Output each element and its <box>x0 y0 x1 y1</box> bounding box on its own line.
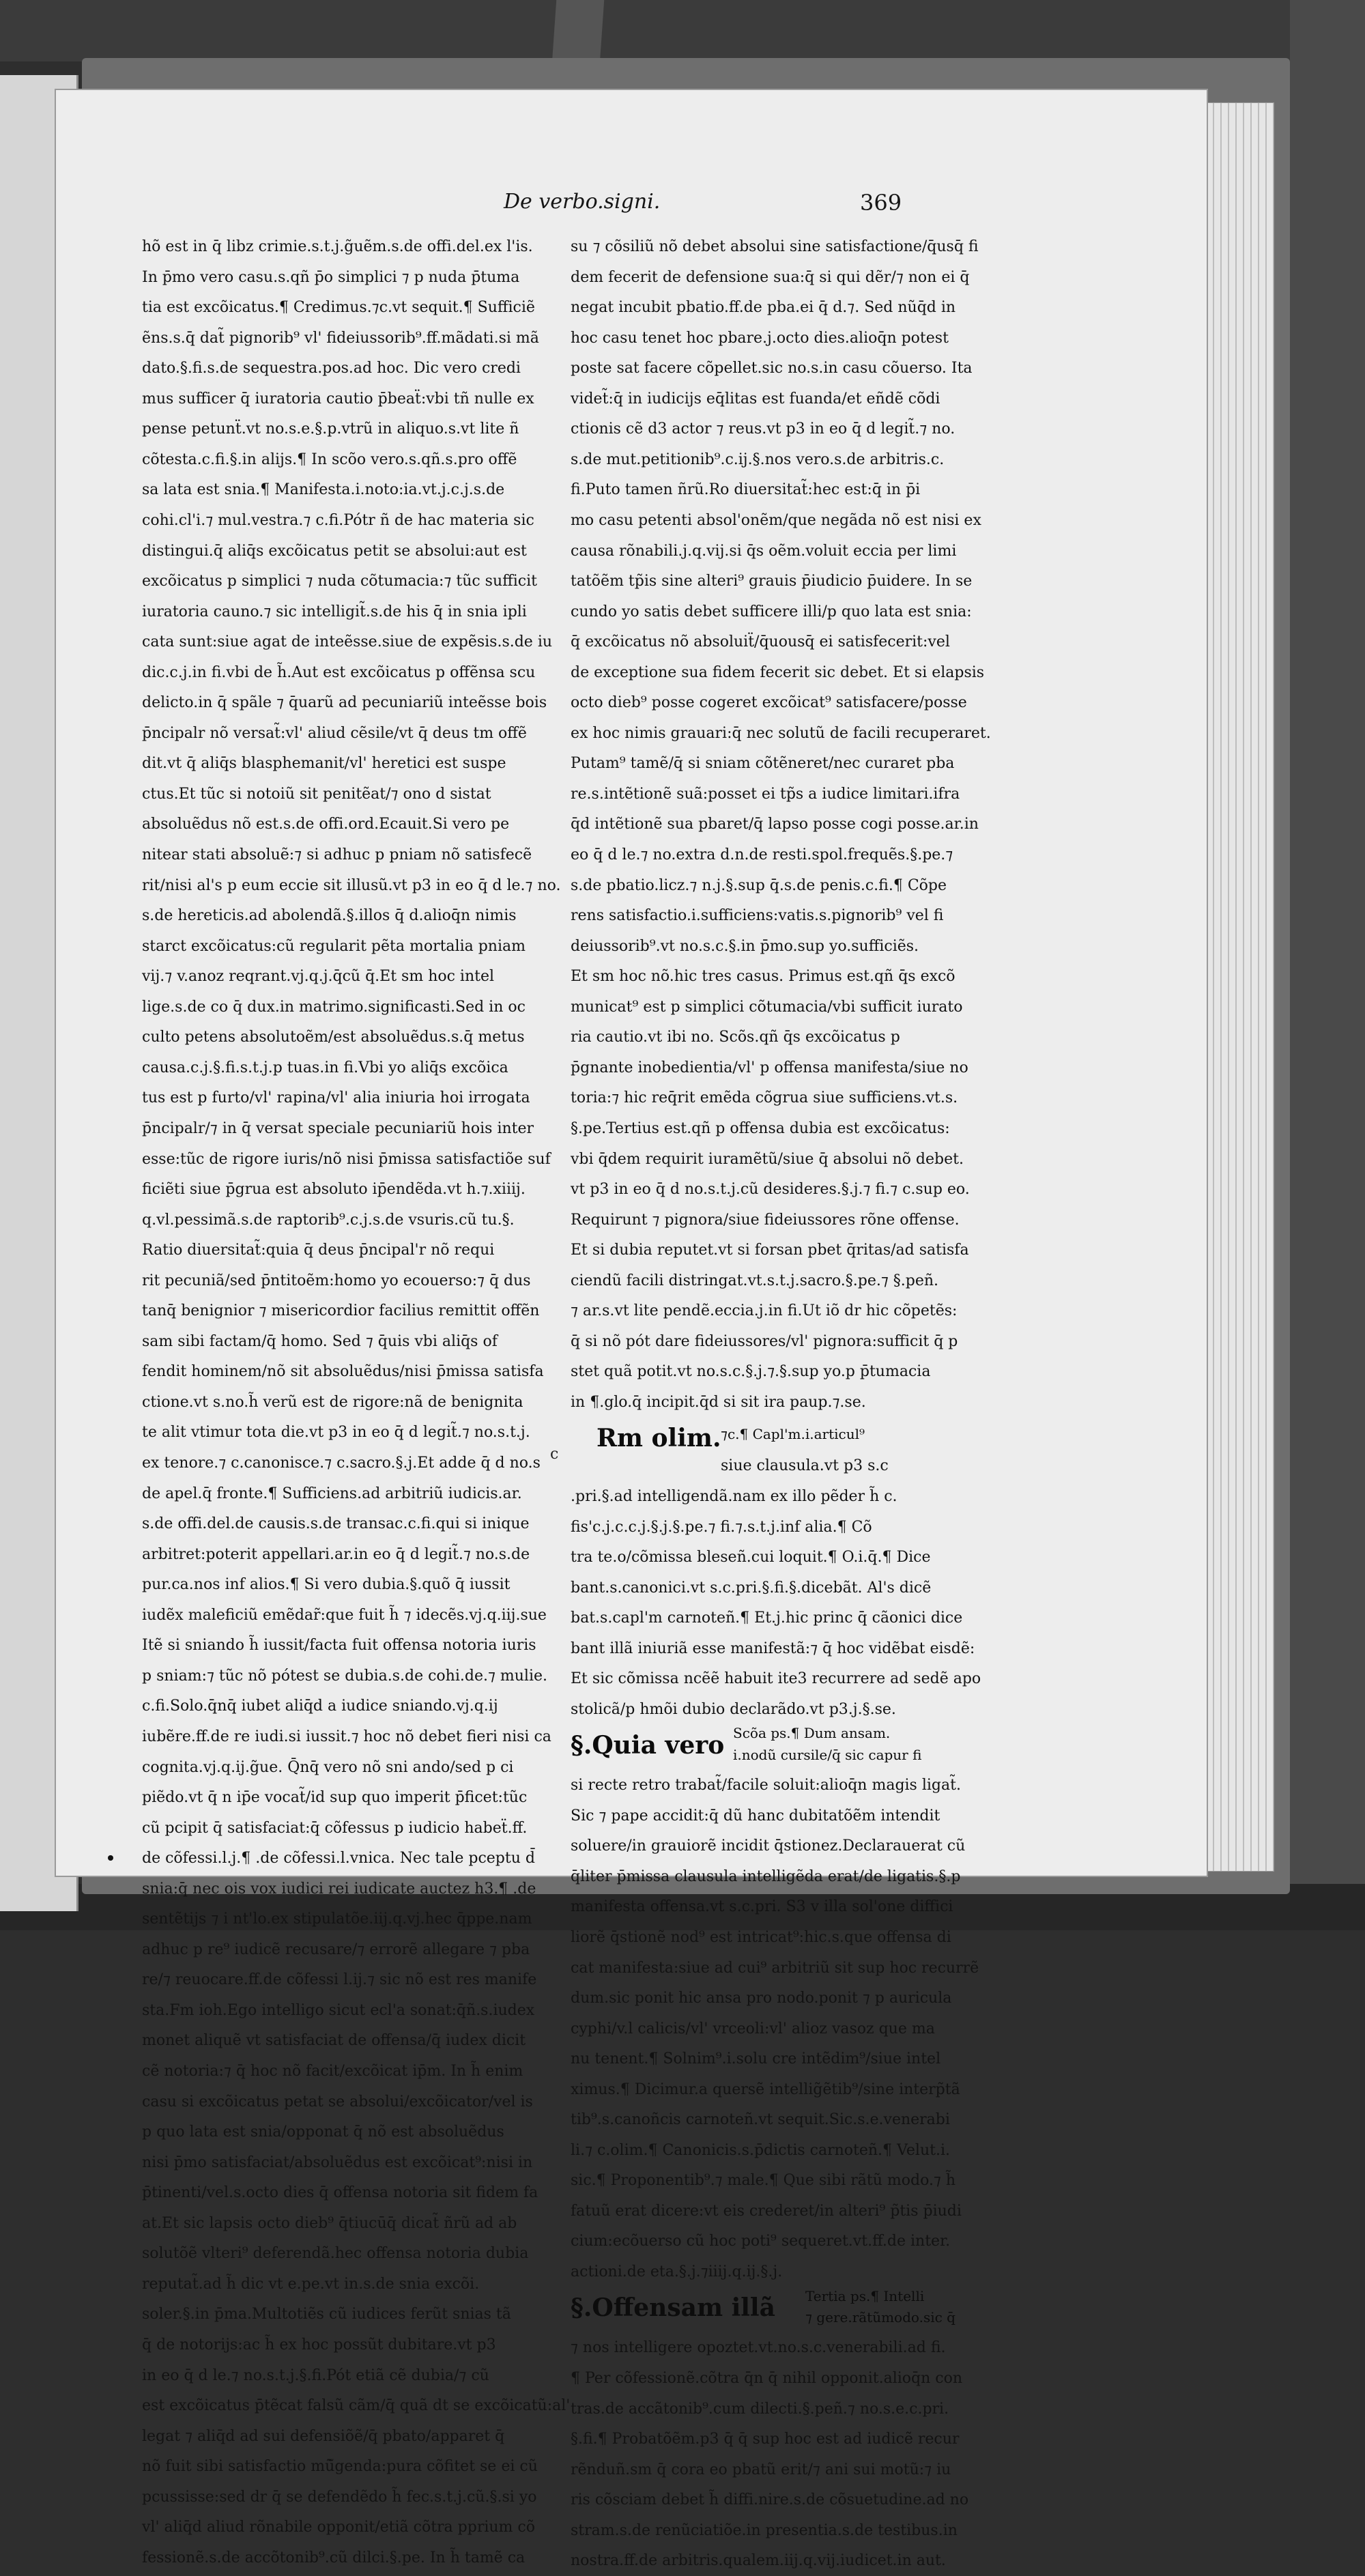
text-line: fi.Puto tamen ñrũ.Ro diuersitat̃:hec est:q̄ in p̄i <box>571 481 921 499</box>
text-line: deiussorib⁹.vt no.s.c.§.in p̄mo.sup yo.sufficiẽs. <box>571 937 919 955</box>
text-line: p̄ncipalr nõ versat̃:vl' aliud cẽsile/vt q̄ deus tm offẽ <box>142 724 527 742</box>
text-line: s.de offi.del.de causis.s.de transac.c.fi.qui si inique <box>142 1515 530 1533</box>
text-line: vij.⁊ v.anoz reqrant.vj.q.j.q̄cũ q̄.Et sm hoc intel <box>142 968 495 986</box>
text-line: bant illã iniuriã esse manifestã:⁊ q̄ hoc vidẽbat eisdẽ: <box>571 1640 975 1657</box>
text-line: casu si excõicatus petat se absolui/excõicator/vel is <box>142 2093 533 2110</box>
text-line: siue clausula.vt p3 s.c <box>721 1457 889 1475</box>
text-line: snia:q̄ nec ois vox iudici rei iudicate auctez h3.¶ .de <box>142 1880 536 1898</box>
rubric-caption: Tertia ps.¶ Intelli <box>805 2287 925 2304</box>
text-line: arbitret:poterit appellari.ar.in eo q̄ d legit̃.⁊ no.s.de <box>142 1545 530 1563</box>
text-line: cõtesta.c.fi.§.in alijs.¶ In scõo vero.s.qñ.s.pro offẽ <box>142 450 517 468</box>
text-line: ciendũ facili distringat.vt.s.t.j.sacro.§.pe.⁊ §.peñ. <box>571 1272 939 1289</box>
text-line: Requirunt ⁊ pignora/siue fideiussores rõne offense. <box>571 1211 960 1229</box>
text-line: su ⁊ cõsiliũ nõ debet absolui sine satisfactione/q̄usq̄ fi <box>571 238 979 255</box>
text-line: rit/nisi al's p eum eccie sit illusũ.vt p3 in eo q̄ d le.⁊ no. <box>142 876 561 894</box>
ink-spot <box>108 1855 113 1861</box>
background-top <box>0 0 1365 61</box>
text-line: pense petunẗ.vt no.s.e.§.p.vtrũ in aliquo.s.vt lite ñ <box>142 420 519 438</box>
text-line: q̄liter p̄missa clausula intelligẽda erat/de ligatis.§.p <box>571 1867 961 1885</box>
text-line: de apel.q̄ fronte.¶ Sufficiens.ad arbitriũ iudicis.ar. <box>142 1485 522 1502</box>
text-line: esse:tũc de rigore iuris/nõ nisi p̄missa satisfactiõe suf <box>142 1150 551 1168</box>
text-line: fatuũ erat dicere:vt eis crederet/in alteri⁹ p̃tis p̄iudi <box>571 2202 962 2220</box>
text-line: p quo lata est snia/opponat q̄ nõ est absoluẽdus <box>142 2123 504 2141</box>
text-line: fis'c.j.c.c.j.§.j.§.pe.⁊ fi.⁊.s.t.j.inf alia.¶ Cõ <box>571 1518 872 1536</box>
text-line: delicto.in q̄ spãle ⁊ q̄uarũ ad pecuniariũ inteẽsse bois <box>142 694 547 712</box>
text-line: in eo q̄ d le.⁊ no.s.t.j.§.fi.Pót etiã cẽ dubia/⁊ cũ <box>142 2366 489 2384</box>
text-line: bat.s.capl'm carnoteñ.¶ Et.j.hic princ q̄ cãonici dice <box>571 1609 963 1627</box>
right-text-column <box>550 232 991 2570</box>
text-line: Et sic cõmissa ncẽẽ habuit ite3 recurrere ad sedẽ apo <box>571 1670 981 1688</box>
text-line: sa lata est snia.¶ Manifesta.i.noto:ia.vt.j.c.j.s.de <box>142 481 505 499</box>
text-line: tras.de accãtonib⁹.cum dilecti.§.peñ.⁊ no.s.e.c.pri. <box>571 2400 949 2418</box>
text-line: cat manifesta:siue ad cui⁹ arbitriũ sit sup hoc recurrẽ <box>571 1959 979 1977</box>
rubric-caption: Scõa ps.¶ Dum ansam. <box>733 1725 891 1742</box>
text-line: fendit hominem/nõ sit absoluẽdus/nisi p̄missa satisfa <box>142 1363 544 1381</box>
text-line: cyphi/v.l calicis/vl' vrceoli:vl' alioz vasoz que ma <box>571 2020 935 2037</box>
text-line: cium:ecõuerso cũ hoc poti⁹ sequeret.vt.ff.de inter. <box>571 2233 951 2250</box>
text-line: iudẽx maleficiũ emẽdar̃:que fuit h̃ ⁊ idecẽs.vj.q.iij.sue <box>142 1606 547 1624</box>
text-line: piẽdo.vt q̄ n ip̄e vocat̃/id sup quo imperit p̄ficet:tũc <box>142 1789 528 1807</box>
rubric-offensam-illam: §.Offensam illã <box>571 2293 775 2323</box>
text-line: cognita.vj.q.ij.g̃ue. Q̄nq̄ vero nõ sni ando/sed p ci <box>142 1758 514 1776</box>
text-line: hoc casu tenet hoc pbare.j.octo dies.alioq̄n potest <box>571 329 949 347</box>
text-line: nisi p̄mo satisfaciat/absoluẽdus est excõicat⁹:nisi in <box>142 2153 533 2171</box>
left-text-column <box>142 232 571 2566</box>
text-line: cẽ notoria:⁊ q̄ hoc nõ facit/excõicat ip̄m. In h̃ enim <box>142 2063 523 2080</box>
text-line: toria:⁊ hic req̄rit emẽda cõgrua siue sufficiens.vt.s. <box>571 1089 958 1107</box>
text-line: eo q̄ d le.⁊ no.extra d.n.de resti.spol.frequẽs.§.pe.⁊ <box>571 846 953 863</box>
text-line: tus est p furto/vl' rapina/vl' alia iniuria hoi irrogata <box>142 1089 530 1107</box>
text-line: sam sibi factam/q̄ homo. Sed ⁊ q̄uis vbi aliq̄s of <box>142 1332 498 1350</box>
text-line: tanq̄ benignior ⁊ misericordior facilius remittit offẽn <box>142 1302 540 1320</box>
text-line: in ¶.glo.q̄ incipit.q̄d si sit ira paup.⁊.se. <box>571 1393 866 1411</box>
text-line: vt p3 in eo q̄ d no.s.t.j.cũ desideres.§.j.⁊ fi.⁊ c.sup eo. <box>571 1181 970 1199</box>
text-line: sta.Fm ioh.Ego intelligo sicut ecl'a sonat:q̄ñ.s.iudex <box>142 2001 535 2019</box>
text-line: tia est excõicatus.¶ Credimus.⁊c.vt sequit.¶ Sufficiẽ <box>142 299 535 317</box>
text-line: actioni.de eta.§.j.⁊iiij.q.ij.§.j. <box>571 2263 783 2281</box>
text-line: q̄ si nõ pót dare fideiussores/vl' pignora:sufficit q̄ p <box>571 1332 958 1350</box>
text-line: stolicã/p hmõi dubio declarãdo.vt p3.j.§.se. <box>571 1700 896 1718</box>
rubric-caption: ⁊c.¶ Capl'm.i.articul⁹ <box>721 1425 865 1442</box>
text-line: tra te.o/cõmissa bleseñ.cui loquit.¶ O.i.q̄.¶ Dice <box>571 1549 931 1566</box>
text-line: at.Et sic lapsis octo dieb⁹ q̄tiucūq̄ dicat̃ ñrũ ad ab <box>142 2214 517 2232</box>
rubric-1-lines <box>571 232 991 1718</box>
text-line: q̄ excõicatus nõ absoluiẗ/q̄uousq̄ ei satisfecerit:vel <box>571 633 950 651</box>
text-line: ¶ Per cõfessionẽ.cõtra q̄n q̄ nihil opponit.alioq̄n con <box>571 2369 963 2387</box>
text-line: p̄gnante inobedientia/vl' p offensa manifesta/siue no <box>571 1059 968 1076</box>
text-line: lige.s.de co q̄ dux.in matrimo.significasti.Sed in oc <box>142 998 526 1016</box>
text-line: solutõẽ vlteri⁹ deferendã.hec offensa notoria dubia <box>142 2245 529 2263</box>
text-line: ris cõsciam debet h̃ diffi.nire.s.de cõsuetudine.ad no <box>571 2491 969 2509</box>
text-line: ⁊ nos intelligere opoztet.vt.no.s.c.venerabili.ad fi. <box>571 2339 946 2357</box>
text-line: vl' aliq̄d aliud rõnabile opponit/etiã cõtra pprium cõ <box>142 2519 535 2536</box>
text-line: li.⁊ c.olim.¶ Canonicis.s.p̄dictis carnoteñ.¶ Velut.i. <box>571 2141 950 2159</box>
marginal-letter: c <box>550 1445 559 1463</box>
text-line: re.s.intẽtionẽ suã:posset ei tp̃s a iudice limitari.ifra <box>571 785 960 803</box>
text-line: excõicatus p simplici ⁊ nuda cõtumacia:⁊ tũc sufficit <box>142 573 538 590</box>
text-line: s.de pbatio.licz.⁊ n.j.§.sup q̄.s.de penis.c.fi.¶ Cõpe <box>571 876 947 894</box>
text-line: ⁊ ar.s.vt lite pendẽ.eccia.j.in fi.Ut iõ dr hic cõpetẽs: <box>571 1302 958 1320</box>
text-line: q̄ de notorijs:ac h̃ ex hoc possũt dubitare.vt p3 <box>142 2336 496 2353</box>
text-line: q̄d intẽtionẽ sua pbaret/q̄ lapso posse cogi posse.ar.in <box>571 816 979 833</box>
text-line: est excõicatus p̄tẽcat falsũ cãm/q̄ quã dt se excõicatũ:al' <box>142 2397 571 2415</box>
text-line: fessionẽ.s.de accõtonib⁹.cũ dilci.§.pe. In h̃ tamẽ ca <box>142 2549 526 2566</box>
text-line: de exceptione sua fidem fecerit sic debet. Et si elapsis <box>571 663 985 681</box>
text-line: octo dieb⁹ posse cogeret excõicat⁹ satisfacere/posse <box>571 694 967 712</box>
text-line: ẽns.s.q̄ dat̃ pignorib⁹ vl' fideiussorib⁹.ff.mãdati.si mã <box>142 329 539 347</box>
text-line: manifesta offensa.vt s.c.pri. S3 v illa sol'one diffici <box>571 1898 953 1916</box>
text-line: distingui.q̄ aliq̄s excõicatus petit se absolui:aut est <box>142 542 527 560</box>
text-line: pcussisse:sed dr q̄ se defendẽdo h̃ fec.s.t.j.cũ.§.si yo <box>142 2488 537 2506</box>
text-line: nostra.ff.de arbitris.qualem.iij.q.vij.iudicet.in aut. <box>571 2552 946 2570</box>
text-line: liorẽ q̄stionẽ nod⁹ est intricat⁹:hic.s.que offensa di <box>571 1928 951 1946</box>
text-line: dato.§.fi.s.de sequestra.pos.ad hoc. Dic vero credi <box>142 360 521 377</box>
text-line: stet quã potit.vt no.s.c.§.j.⁊.§.sup yo.p p̄tumacia <box>571 1363 931 1381</box>
folio-number: 369 <box>860 190 902 216</box>
text-line: videt̃:q̄ in iudicijs eq̄litas est fuanda/et eñdẽ cõdi <box>571 390 940 407</box>
text-line: absoluẽdus nõ est.s.de offi.ord.Ecauit.Si vero pe <box>142 816 510 833</box>
background-right <box>1290 0 1365 1930</box>
text-line: re/⁊ reuocare.ff.de cõfessi l.ij.⁊ sic nõ est res manife <box>142 1971 537 1989</box>
text-line: tib⁹.s.canoñcis carnoteñ.vt sequit.Sic.s.e.venerabi <box>571 2111 950 2129</box>
text-line: dic.c.j.in fi.vbi de h̃.Aut est excõicatus p offẽnsa scu <box>142 663 536 681</box>
text-line: cohi.cl'i.⁊ mul.vestra.⁊ c.fi.Pótr ñ de hac materia sic <box>142 511 534 529</box>
text-line: ctione.vt s.no.h̃ verũ est de rigore:nã de benignita <box>142 1393 523 1411</box>
rubric-rm-olim: Rm olim. <box>597 1424 721 1453</box>
text-line: cundo yo satis debet sufficere illi/p quo lata est snia: <box>571 603 972 620</box>
text-line: ximus.¶ Dicimur.a quersẽ intellig̃ẽtib⁹/sine interp̃tã <box>571 2080 960 2098</box>
text-line: bant.s.canonici.vt s.c.pri.§.fi.§.dicebãt. Al's dicẽ <box>571 1579 932 1597</box>
text-line: iubẽre.ff.de re iudi.si iussit.⁊ hoc nõ debet fieri nisi ca <box>142 1728 551 1745</box>
text-line: de cõfessi.l.j.¶ .de cõfessi.l.vnica. Nec tale pceptu d̄ <box>142 1850 535 1867</box>
text-line: §.fi.¶ Probatõẽm.p3 q̄ q̄ sup hoc est ad iudicẽ recur <box>571 2431 960 2448</box>
text-line: hõ est in q̄ libz crimie.s.t.j.g̃uẽm.s.de offi.del.ex l'is. <box>142 238 533 255</box>
text-line: poste sat facere cõpellet.sic no.s.in casu cõuerso. Ita <box>571 360 973 377</box>
text-line: Itẽ si sniando h̃ iussit/facta fuit offensa notoria iuris <box>142 1637 536 1655</box>
text-line: te alit vtimur tota die.vt p3 in eo q̄ d legit̃.⁊ no.s.t.j. <box>142 1424 530 1442</box>
text-line: mo casu petenti absol'onẽm/que negãda nõ est nisi ex <box>571 511 981 529</box>
text-line: §.pe.Tertius est.qñ p offensa dubia est excõicatus: <box>571 1119 950 1137</box>
text-line: nitear stati absoluẽ:⁊ si adhuc p pniam nõ satisfecẽ <box>142 846 532 863</box>
text-line: q.vl.pessimã.s.de raptorib⁹.c.j.s.de vsuris.cũ tu.§. <box>142 1211 515 1229</box>
text-line: In p̄mo vero casu.s.qñ p̄o simplici ⁊ p nuda p̄tuma <box>142 268 520 286</box>
text-line: nõ fuit sibi satisfactio mũ̃genda:pura cõfitet se ei cũ <box>142 2458 538 2476</box>
text-line: rẽnduñ.sm q̄ cora eo pbatũ erit/⁊ ani sui motũ:⁊ iu <box>571 2461 951 2478</box>
text-line: vbi q̄dem requirit iuramẽtũ/siue q̄ absolui nõ debet. <box>571 1150 964 1168</box>
text-line: causa rõnabili.j.q.vij.si q̄s oẽm.voluit eccia per limi <box>571 542 957 560</box>
text-line: ctus.Et tũc si notoiũ sit penitẽat/⁊ ono d sistat <box>142 785 491 803</box>
text-line: adhuc p re⁹ iudicẽ recusare/⁊ errorẽ allegare ⁊ pba <box>142 1941 530 1958</box>
text-line: cũ pcipit q̄ satisfaciat:q̄ cõfessus p iudicio habeẗ.ff. <box>142 1819 528 1837</box>
text-line: .pri.§.ad intelligendã.nam ex illo pẽder h̃ c. <box>571 1488 897 1505</box>
text-line: s.de hereticis.ad abolendã.§.illos q̄ d.alioq̄n nimis <box>142 907 517 925</box>
text-line: p sniam:⁊ tũc nõ pótest se dubia.s.de cohi.de.⁊ mulie. <box>142 1667 547 1685</box>
text-line: ria cautio.vt ibi no. Scõs.qñ q̄s excõicatus p <box>571 1029 900 1046</box>
text-line: reputat̃.ad h̃ dic vt e.pe.vt in.s.de snia excõi. <box>142 2275 480 2293</box>
text-line: Ratio diuersitat̃:quia q̄ deus p̄ncipal'r nõ requi <box>142 1242 495 1259</box>
text-line: sentẽtijs ⁊ i nt'lo.ex stipulatõe.iij.q.vj.hec q̄ppe.nam <box>142 1910 532 1928</box>
text-line: ex tenore.⁊ c.canonisce.⁊ c.sacro.§.j.Et adde q̄ d no.s <box>142 1455 541 1472</box>
text-line: ficiẽti siue p̄grua est absoluto ip̄endẽda.vt h.⁊.xiiij. <box>142 1181 526 1199</box>
text-line: dum.sic ponit hic ansa pro nodo.ponit ⁊ p auricula <box>571 1990 952 2007</box>
text-line: Et si dubia reputet.vt si forsan pbet q̄ritas/ad satisfa <box>571 1242 969 1259</box>
text-line: monet aliquẽ vt satisfaciat de offensa/q̄ iudex dicit <box>142 2032 526 2050</box>
text-line: sic.¶ Proponentib⁹.⁊ male.¶ Que sibi rãtũ modo.⁊ h̃ <box>571 2172 956 2190</box>
text-line: dit.vt q̄ aliq̄s blasphemanit/vl' heretici est suspe <box>142 755 506 773</box>
text-line: p̄ncipalr/⁊ in q̄ versat speciale pecuniariũ hois inter <box>142 1119 534 1137</box>
rubric-caption: i.nodũ cursile/q̄ sic capur fi <box>733 1746 922 1763</box>
text-line: rens satisfactio.i.sufficiens:vatis.s.pignorib⁹ vel fi <box>571 907 944 925</box>
text-line: dem fecerit de defensione sua:q̄ si qui dẽr/⁊ non ei q̄ <box>571 268 970 286</box>
text-line: mus sufficer q̄ iuratoria cautio p̄beaẗ:vbi tñ nulle ex <box>142 390 534 407</box>
text-line: soler.§.in p̄ma.Multotiẽs cũ iudices ferũt snias tã <box>142 2306 511 2323</box>
text-line: stram.s.de renũciatiõe.in presentia.s.de testibus.in <box>571 2521 958 2539</box>
text-line: Et sm hoc nõ.hic tres casus. Primus est.qñ q̄s excõ <box>571 968 956 986</box>
text-line: cata sunt:siue agat de inteẽsse.siue de expẽsis.s.de iu <box>142 633 553 651</box>
text-line: p̄tinenti/vel.s.octo dies q̄ offensa notoria sit fidem fa <box>142 2184 538 2202</box>
text-line: pur.ca.nos inf alios.¶ Si vero dubia.§.quõ q̄ iussit <box>142 1576 511 1594</box>
text-line: legat ⁊ aliq̄d ad sui defensiõẽ/q̄ pbato/apparet q̄ <box>142 2427 505 2445</box>
text-line: Putam⁹ tamẽ/q̄ si sniam cõtẽneret/nec curaret pba <box>571 755 955 773</box>
text-line: causa.c.j.§.fi.s.t.j.p tuas.in fi.Vbi yo aliq̄s excõica <box>142 1059 508 1076</box>
text-line: rit pecuniã/sed p̄ntitoẽm:homo yo ecouerso:⁊ q̄ dus <box>142 1272 531 1289</box>
rubric-caption: ⁊ gere.rãtũmodo.sic q̄ <box>805 2308 956 2325</box>
text-line: si recte retro trabat̃/facile soluit:alioq̄n magis ligat̃. <box>571 1777 961 1794</box>
text-line: nu tenent.¶ Solnim⁹.i.solu cre intẽdim⁹/siue intel <box>571 2050 941 2068</box>
text-line: culto petens absolutoẽm/est absoluẽdus.s.q̄ metus <box>142 1029 525 1046</box>
text-line: negat incubit pbatio.ff.de pba.ei q̄ d.⁊. Sed nũq̄d in <box>571 299 956 317</box>
text-line: municat⁹ est p simplici cõtumacia/vbi sufficit iurato <box>571 998 963 1016</box>
text-line: ex hoc nimis grauari:q̄ nec solutũ de facili recuperaret. <box>571 724 991 742</box>
text-line: c.fi.Solo.q̄nq̄ iubet aliq̄d a iudice sniando.vj.q.ij <box>142 1698 498 1715</box>
text-line: tatõẽm tp̃is sine alteri⁹ grauis p̄iudicio p̄uidere. In se <box>571 573 973 590</box>
rubric-quia-vero: §.Quia vero <box>571 1731 725 1760</box>
text-line: starct excõicatus:cũ regularit pẽta mortalia pniam <box>142 937 526 955</box>
text-line: soluere/in grauiorẽ incidit q̄stionez.Declarauerat cũ <box>571 1837 966 1855</box>
text-line: s.de mut.petitionib⁹.c.ij.§.nos vero.s.de arbitris.c. <box>571 450 945 468</box>
text-line: iuratoria cauno.⁊ sic intelligit̃.s.de his q̄ in snia ipli <box>142 603 527 620</box>
text-line: ctionis cẽ d3 actor ⁊ reus.vt p3 in eo q̄ d legit̃.⁊ no. <box>571 420 956 438</box>
running-head-title: De verbo.signi. <box>504 190 661 214</box>
text-line: Sic ⁊ pape accidit:q̄ dũ hanc dubitatõẽm intendit <box>571 1807 940 1824</box>
